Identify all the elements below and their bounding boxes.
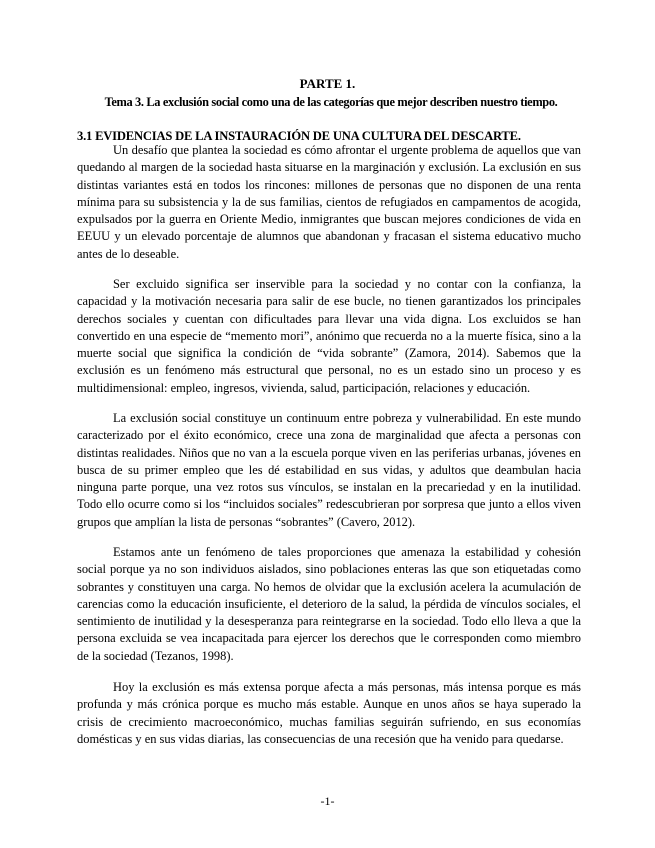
body-paragraph: Un desafío que plantea la sociedad es cómo afrontar el urgente problema de aquellos que van quedando al margen de la sociedad hasta situarse en la marginación y exclusión. La exclusión en sus distintas variantes está en todos los rincones: millones de personas que no disponen de una renta mínima para su subsistencia y la de sus familias, cientos de refugiados en campamentos de acogida, expulsados por la guerra en Oriente Medio, inmigrantes que buscan mejores condiciones de vida en EEUU y un elevado porcentaje de alumnos que abandonan y fracasan el sistema educativo mucho antes de lo deseable. bbox=[77, 143, 581, 261]
body-paragraph: La exclusión social constituye un continuum entre pobreza y vulnerabilidad. En este mundo caracterizado por el éxito económico, crece una zona de marginalidad que afecta a personas con distintas realidades. Niños que no van a la escuela porque viven en las periferias urbanas, jóvenes en busca de su primer empleo que les dé estabilidad en sus vidas, y adultos que deambulan hacia ninguna parte porque, una vez rotos sus vínculos, se instalan en la precariedad y en la inutilidad. Todo ello ocurre como si los “incluidos sociales” redescubrieran por sorpresa que junto a ellos viven grupos que amplían la lista de personas “sobrantes” (Cavero, 2012). bbox=[77, 411, 581, 529]
body-paragraph: Estamos ante un fenómeno de tales proporciones que amenaza la estabilidad y cohesión social porque ya no son individuos aislados, sino poblaciones enteras las que son etiquetadas como sobrantes y constituyen una carga. No hemos de olvidar que la exclusión acelera la acumulación de carencias como la educación insuficiente, el deterioro de la salud, la pérdida de vínculos sociales, el sentimiento de inutilidad y la desesperanza para reintegrarse en la sociedad. Todo ello lleva a que la persona excluida se vea incapacitada para ejercer los derechos que le corresponden como miembro de la sociedad (Tezanos, 1998). bbox=[77, 545, 581, 663]
topic-title: Tema 3. La exclusión social como una de las categorías que mejor describen nuestro tiempo. bbox=[104, 95, 558, 109]
page-number: -1- bbox=[320, 794, 335, 808]
part-heading: PARTE 1. bbox=[299, 76, 356, 91]
section-title: 3.1 EVIDENCIAS DE LA INSTAURACIÓN DE UNA CULTURA DEL DESCARTE. bbox=[77, 129, 521, 143]
body-paragraph: Ser excluido significa ser inservible para la sociedad y no contar con la confianza, la capacidad y la motivación necesaria para salir de ese bucle, no tienen garantizados los principales derechos sociales y cuentan con dificultades para llevar una vida digna. Los excluidos se han convertido en una especie de “memento mori”, anónimo que recuerda no a la muerte física, sino a la muerte social que significa la condición de “vida sobrante” (Zamora, 2014). Sabemos que la exclusión es un fenómeno más estructural que personal, no es un estado sino un proceso y es multidimensional: empleo, ingresos, vivienda, salud, participación, relaciones y educación. bbox=[77, 277, 581, 395]
body-paragraph: Hoy la exclusión es más extensa porque afecta a más personas, más intensa porque es más profunda y más crónica porque es mucho más estable. Aunque en unos años se haya superado la crisis de crecimiento macroeconómico, muchas familias seguirán sufriendo, en sus economías domésticas y en sus vidas diarias, las consecuencias de una recesión que ha venido para quedarse. bbox=[77, 680, 581, 746]
